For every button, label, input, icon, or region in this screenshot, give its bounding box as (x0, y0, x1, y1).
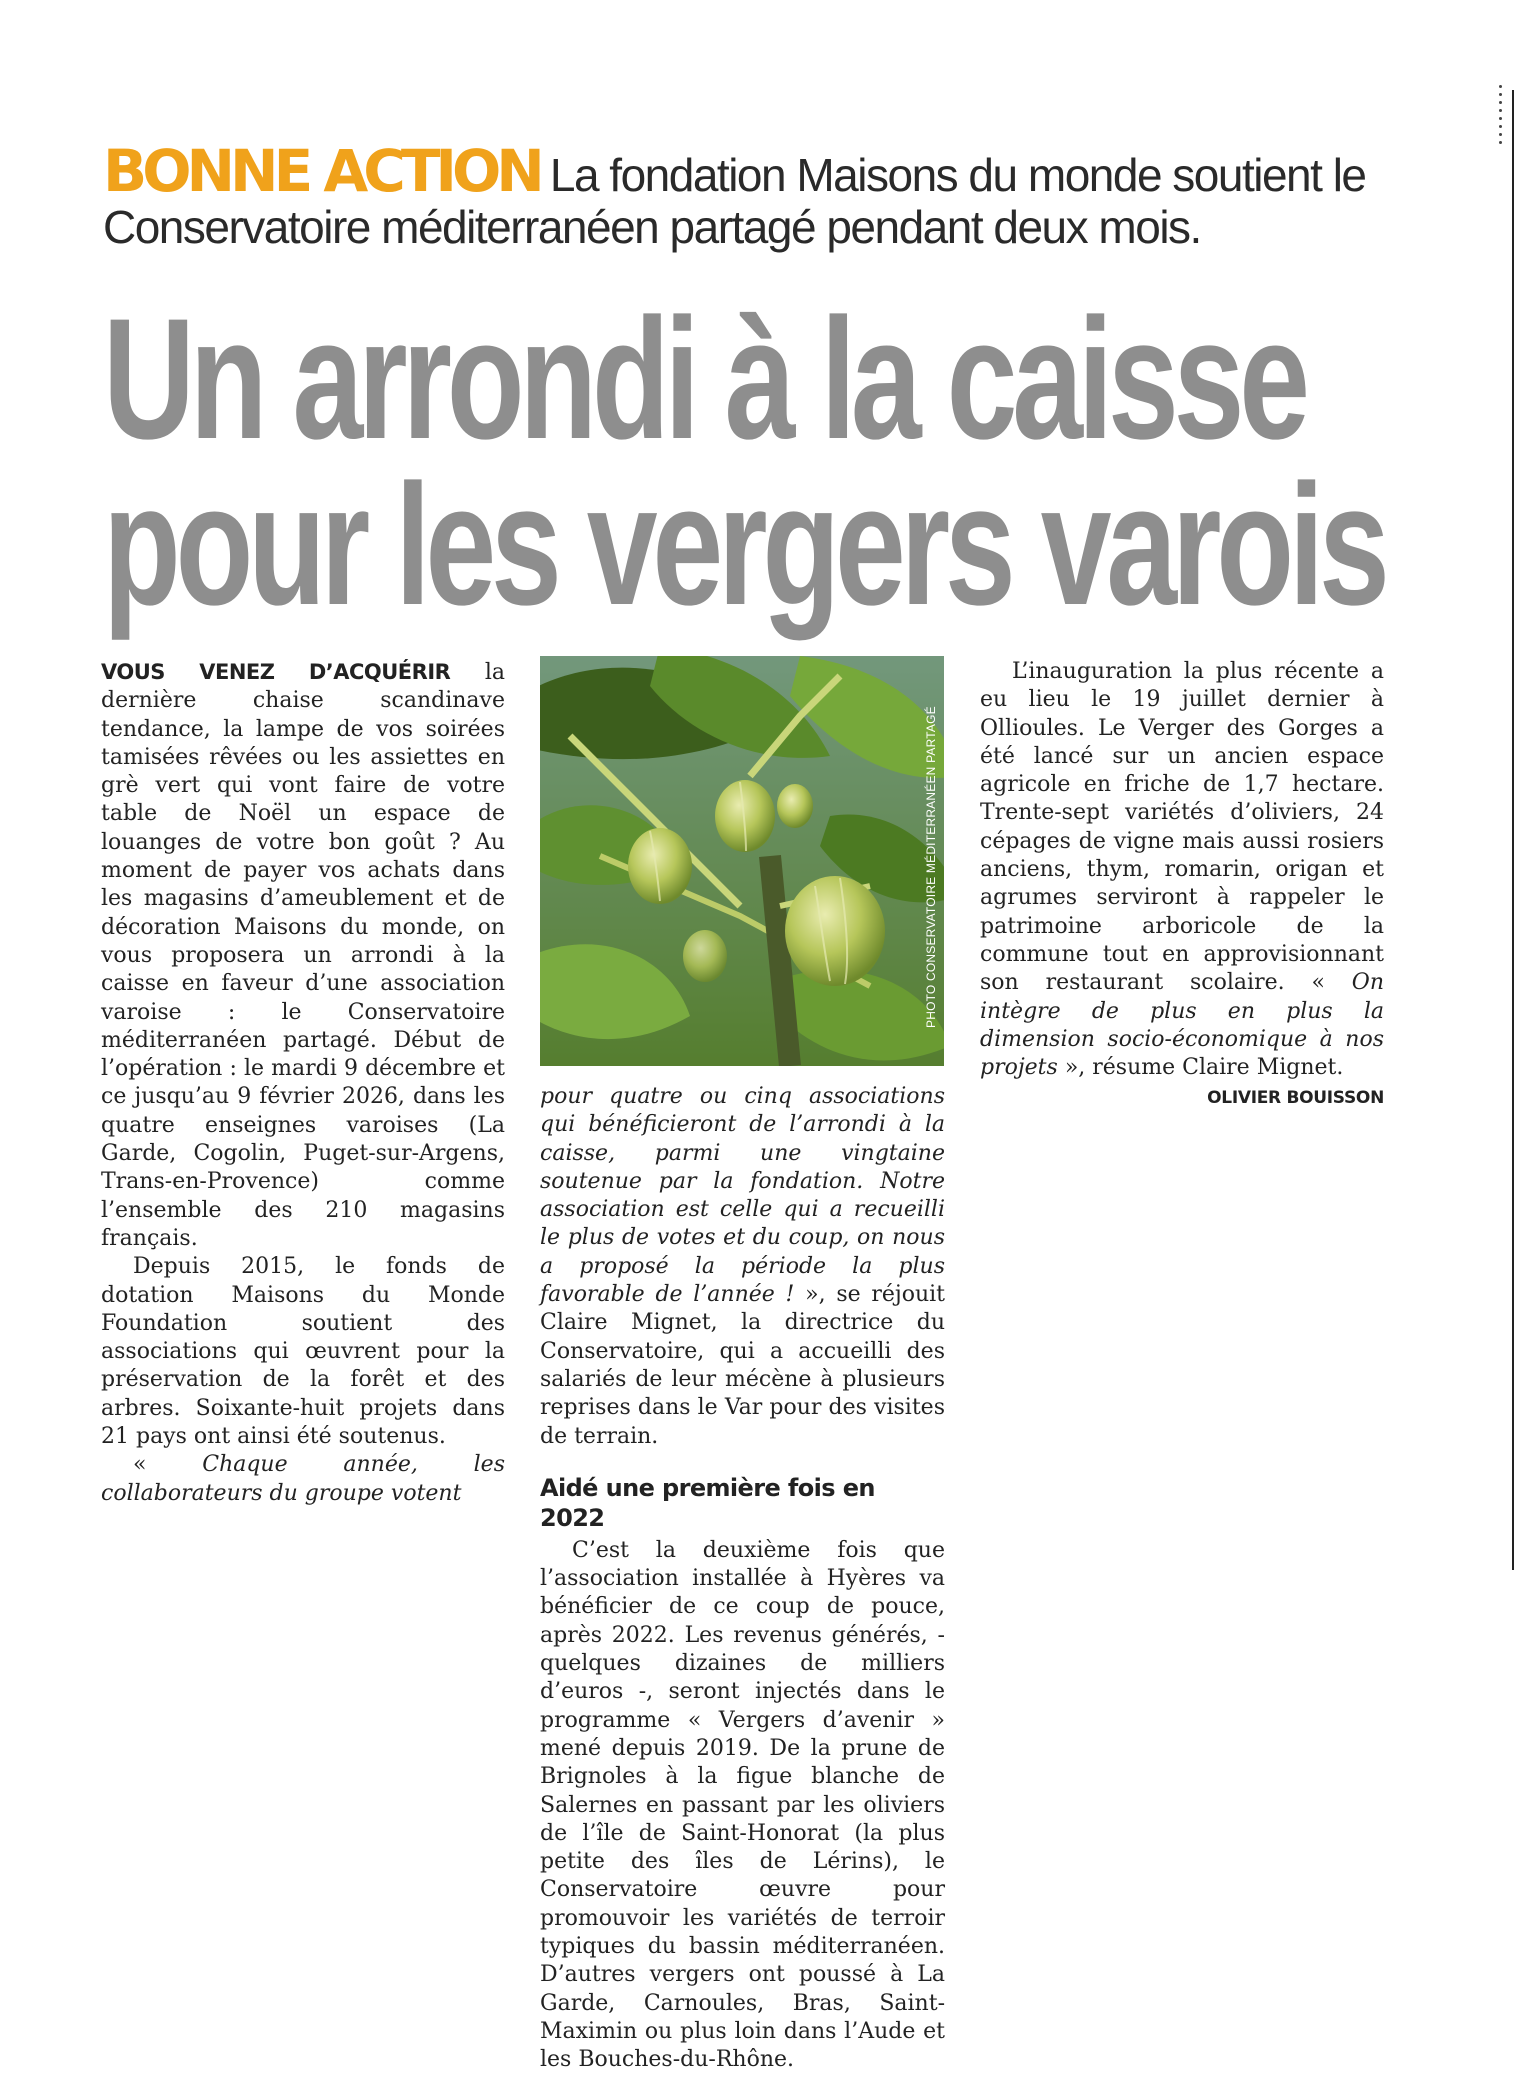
paragraph-3-start: pour quatre ou cinq associations qui bénéficieront de l’arrondi à la caisse, parmi une vingtaine soutenue par la fondation. Notre association est celle qui a recueilli le plus de votes et du coup, on nous a proposé la période la plus favorable de l’année ! », se réjouit Claire Mignet, la directrice du Conservatoire, qui a accueilli des salariés de leur mécène à plusieurs reprises dans le Var pour des visites de terrain. (540, 1084, 946, 1449)
photo-credit: PHOTO CONSERVATOIRE MÉDITERRANÉEN PARTAGÉ (924, 706, 938, 1028)
paragraph-4: C’est la deuxième fois que l’association installée à Hyères va bénéficier de ce coup de pouce, après 2022. Les revenus générés, - quelques dizaines de milliers d’euros -, seront injectés dans le programme « Vergers d’avenir » mené depuis 2019. De la prune de Brignoles à la figue blanche de Salernes en passant par les oliviers de l’île de Saint-Honorat (la plus petite des îles de Lérins), le Conservatoire œuvre pour promouvoir les variétés de terroir typiques du bassin méditerranéen. D’autres vergers ont poussé à La Garde, Carnoules, Bras, Saint-Maximin ou plus loin dans l’Aude et les Bouches-du-Rhône. (540, 1537, 945, 2073)
kicker: BONNE ACTION (103, 137, 540, 205)
standfirst: La fondation Maisons du monde soutient le Conservatoire méditerranéen partagé pendant deux mois. (103, 149, 1366, 253)
kicker-block (103, 137, 1423, 253)
article-column-3 (980, 658, 1384, 1113)
quote-1: Chaque année, les collaborateurs du groupe votent (101, 1452, 505, 1506)
lead-in: VOUS VENEZ D’ACQUÉRIR (101, 660, 451, 684)
headline-line-2: pour les vergers varois (103, 449, 1385, 641)
margin-dots (1498, 85, 1504, 149)
quote-2: On intègre de plus en plus la dimension socio-économique à nos projets (980, 970, 1384, 1081)
headline (103, 283, 1385, 641)
paragraph-3-start: « Chaque année, les collaborateurs du groupe votent (101, 1452, 505, 1506)
paragraph-1: VOUS VENEZ D’ACQUÉRIR la dernière chaise scandinave tendance, la lampe de vos soirées tamisées rêvées ou les assiettes en grè vert qui vont faire de votre table de Noël un espace de louanges de votre bon goût ? Au moment de payer vos achats dans les magasins d’ameublement et de décoration Maisons du monde, on vous proposera un arrondi à la caisse en faveur d’une association varoise : le Conservatoire méditerranéen partagé. Début de l’opération : le mardi 9 décembre et ce jusqu’au 9 février 2026, dans les quatre enseignes varoises (La Garde, Cogolin, Puget-sur-Argens, Trans-en-Provence) comme l’ensemble des 210 magasins français. (101, 660, 505, 1251)
article-column-2 (540, 1083, 945, 2075)
quote-1: pour quatre ou cinq associations qui bénéficieront de l’arrondi à la caisse, parmi une vingtaine soutenue par la fondation. Notre association est celle qui a recueilli le plus de votes et du coup, on nous a proposé la période la plus favorable de l’année ! (540, 1084, 945, 1308)
paragraph-2: Depuis 2015, le fonds de dotation Maisons du Monde Foundation soutient des associations qui œuvrent pour la préservation de la forêt et des arbres. Soixante-huit projets dans 21 pays ont ainsi été soutenus. (101, 1254, 505, 1450)
column-rule (1512, 90, 1514, 1570)
paragraph-5: L’inauguration la plus récente a eu lieu le 19 juillet dernier à Ollioules. Le Verger des Gorges a été lancé sur un ancien espace agricole en friche de 1,7 hectare. Trente-sept variétés d’oliviers, 24 cépages de vigne mais aussi rosiers anciens, thym, romarin, origan et agrumes serviront à rappeler le patrimoine arboricole de la commune tout en approvisionnant son restaurant scolaire. « On intègre de plus en plus la dimension socio-économique à nos projets », résume Claire Mignet. (980, 659, 1384, 1081)
article-column-1 (101, 658, 505, 1508)
fig-tree-image (540, 656, 944, 1066)
headline-line-1: Un arrondi à la caisse (103, 283, 1305, 475)
article-photo (540, 656, 944, 1066)
author-signature: OLIVIER BOUISSON (1207, 1088, 1384, 1109)
subhead: Aidé une première fois en 2022 (540, 1473, 875, 1532)
